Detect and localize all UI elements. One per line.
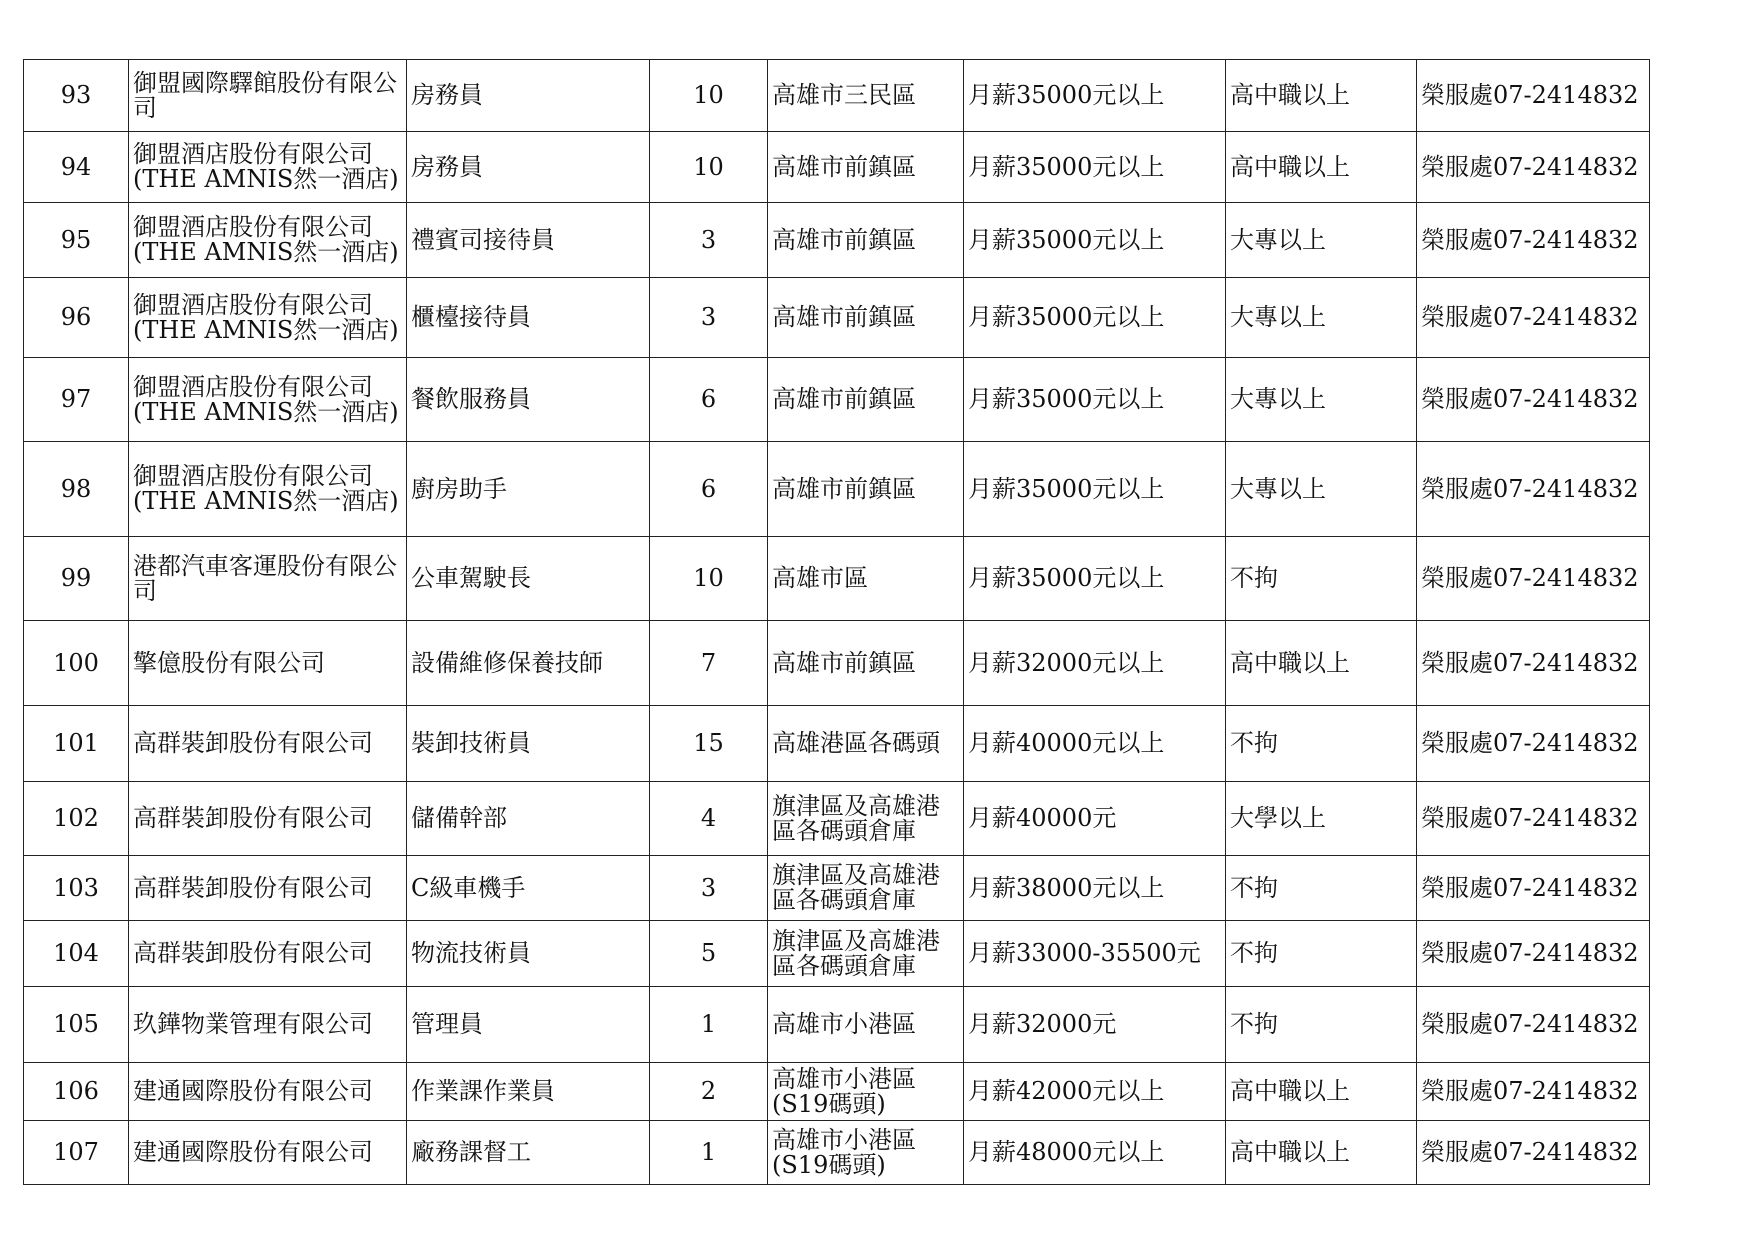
contact: 榮服處07-2414832 <box>1417 921 1650 987</box>
row-number: 97 <box>24 358 129 442</box>
openings-count: 6 <box>650 358 768 442</box>
openings-count: 10 <box>650 60 768 132</box>
salary: 月薪35000元以上 <box>964 537 1226 621</box>
contact: 榮服處07-2414832 <box>1417 132 1650 203</box>
job-title: 廚房助手 <box>407 442 650 537</box>
salary: 月薪42000元以上 <box>964 1063 1226 1121</box>
openings-count: 10 <box>650 537 768 621</box>
row-number: 98 <box>24 442 129 537</box>
contact: 榮服處07-2414832 <box>1417 1121 1650 1185</box>
contact: 榮服處07-2414832 <box>1417 60 1650 132</box>
education-requirement: 不拘 <box>1226 987 1417 1063</box>
table-row <box>24 537 1650 621</box>
contact: 榮服處07-2414832 <box>1417 1063 1650 1121</box>
contact: 榮服處07-2414832 <box>1417 203 1650 278</box>
salary: 月薪35000元以上 <box>964 358 1226 442</box>
education-requirement: 大學以上 <box>1226 782 1417 856</box>
work-location: 旗津區及高雄港區各碼頭倉庫 <box>768 856 964 921</box>
work-location: 高雄市前鎮區 <box>768 132 964 203</box>
company-name: 高群裝卸股份有限公司 <box>129 856 407 921</box>
row-number: 96 <box>24 278 129 358</box>
row-number: 103 <box>24 856 129 921</box>
company-name: 御盟酒店股份有限公司(THE AMNIS然一酒店) <box>129 203 407 278</box>
company-name: 建通國際股份有限公司 <box>129 1063 407 1121</box>
contact: 榮服處07-2414832 <box>1417 706 1650 782</box>
job-title: 儲備幹部 <box>407 782 650 856</box>
salary: 月薪35000元以上 <box>964 442 1226 537</box>
education-requirement: 大專以上 <box>1226 278 1417 358</box>
work-location: 高雄市區 <box>768 537 964 621</box>
table-row <box>24 856 1650 921</box>
education-requirement: 大專以上 <box>1226 358 1417 442</box>
job-title: 房務員 <box>407 60 650 132</box>
salary: 月薪35000元以上 <box>964 278 1226 358</box>
row-number: 102 <box>24 782 129 856</box>
work-location: 高雄市三民區 <box>768 60 964 132</box>
contact: 榮服處07-2414832 <box>1417 782 1650 856</box>
openings-count: 1 <box>650 1121 768 1185</box>
openings-count: 6 <box>650 442 768 537</box>
job-title: 餐飲服務員 <box>407 358 650 442</box>
table-row <box>24 621 1650 706</box>
row-number: 93 <box>24 60 129 132</box>
education-requirement: 不拘 <box>1226 856 1417 921</box>
row-number: 95 <box>24 203 129 278</box>
openings-count: 10 <box>650 132 768 203</box>
salary: 月薪48000元以上 <box>964 1121 1226 1185</box>
row-number: 94 <box>24 132 129 203</box>
table-row <box>24 987 1650 1063</box>
salary: 月薪32000元 <box>964 987 1226 1063</box>
education-requirement: 不拘 <box>1226 537 1417 621</box>
openings-count: 15 <box>650 706 768 782</box>
job-title: 作業課作業員 <box>407 1063 650 1121</box>
company-name: 御盟酒店股份有限公司(THE AMNIS然一酒店) <box>129 442 407 537</box>
row-number: 99 <box>24 537 129 621</box>
education-requirement: 高中職以上 <box>1226 1121 1417 1185</box>
salary: 月薪35000元以上 <box>964 203 1226 278</box>
contact: 榮服處07-2414832 <box>1417 537 1650 621</box>
education-requirement: 高中職以上 <box>1226 60 1417 132</box>
work-location: 旗津區及高雄港區各碼頭倉庫 <box>768 782 964 856</box>
contact: 榮服處07-2414832 <box>1417 856 1650 921</box>
company-name: 御盟酒店股份有限公司(THE AMNIS然一酒店) <box>129 132 407 203</box>
table-row <box>24 1121 1650 1185</box>
contact: 榮服處07-2414832 <box>1417 278 1650 358</box>
table-row <box>24 1063 1650 1121</box>
education-requirement: 大專以上 <box>1226 203 1417 278</box>
job-title: 廠務課督工 <box>407 1121 650 1185</box>
openings-count: 4 <box>650 782 768 856</box>
salary: 月薪35000元以上 <box>964 132 1226 203</box>
table-row <box>24 921 1650 987</box>
job-title: 公車駕駛長 <box>407 537 650 621</box>
row-number: 105 <box>24 987 129 1063</box>
openings-count: 2 <box>650 1063 768 1121</box>
table-row <box>24 706 1650 782</box>
job-title: 櫃檯接待員 <box>407 278 650 358</box>
salary: 月薪35000元以上 <box>964 60 1226 132</box>
openings-count: 7 <box>650 621 768 706</box>
education-requirement: 高中職以上 <box>1226 132 1417 203</box>
openings-count: 3 <box>650 278 768 358</box>
table-row <box>24 782 1650 856</box>
row-number: 107 <box>24 1121 129 1185</box>
openings-count: 5 <box>650 921 768 987</box>
job-title: 物流技術員 <box>407 921 650 987</box>
company-name: 御盟酒店股份有限公司(THE AMNIS然一酒店) <box>129 358 407 442</box>
row-number: 104 <box>24 921 129 987</box>
job-title: 房務員 <box>407 132 650 203</box>
company-name: 擎億股份有限公司 <box>129 621 407 706</box>
job-title: 設備維修保養技師 <box>407 621 650 706</box>
company-name: 建通國際股份有限公司 <box>129 1121 407 1185</box>
company-name: 高群裝卸股份有限公司 <box>129 921 407 987</box>
work-location: 旗津區及高雄港區各碼頭倉庫 <box>768 921 964 987</box>
table-row <box>24 442 1650 537</box>
row-number: 100 <box>24 621 129 706</box>
education-requirement: 高中職以上 <box>1226 621 1417 706</box>
salary: 月薪38000元以上 <box>964 856 1226 921</box>
contact: 榮服處07-2414832 <box>1417 621 1650 706</box>
work-location: 高雄市前鎮區 <box>768 203 964 278</box>
row-number: 106 <box>24 1063 129 1121</box>
job-title: C級車機手 <box>407 856 650 921</box>
education-requirement: 不拘 <box>1226 921 1417 987</box>
company-name: 御盟國際驛館股份有限公司 <box>129 60 407 132</box>
work-location: 高雄市小港區 <box>768 987 964 1063</box>
company-name: 港都汽車客運股份有限公司 <box>129 537 407 621</box>
job-title: 禮賓司接待員 <box>407 203 650 278</box>
openings-count: 3 <box>650 856 768 921</box>
work-location: 高雄市前鎮區 <box>768 621 964 706</box>
table-row <box>24 203 1650 278</box>
salary: 月薪40000元以上 <box>964 706 1226 782</box>
education-requirement: 不拘 <box>1226 706 1417 782</box>
job-title: 裝卸技術員 <box>407 706 650 782</box>
contact: 榮服處07-2414832 <box>1417 442 1650 537</box>
contact: 榮服處07-2414832 <box>1417 358 1650 442</box>
openings-count: 1 <box>650 987 768 1063</box>
work-location: 高雄市前鎮區 <box>768 278 964 358</box>
job-title: 管理員 <box>407 987 650 1063</box>
work-location: 高雄市前鎮區 <box>768 442 964 537</box>
contact: 榮服處07-2414832 <box>1417 987 1650 1063</box>
work-location: 高雄市小港區(S19碼頭) <box>768 1063 964 1121</box>
salary: 月薪40000元 <box>964 782 1226 856</box>
row-number: 101 <box>24 706 129 782</box>
salary: 月薪32000元以上 <box>964 621 1226 706</box>
company-name: 高群裝卸股份有限公司 <box>129 706 407 782</box>
company-name: 高群裝卸股份有限公司 <box>129 782 407 856</box>
table-row <box>24 132 1650 203</box>
work-location: 高雄市小港區(S19碼頭) <box>768 1121 964 1185</box>
company-name: 御盟酒店股份有限公司(THE AMNIS然一酒店) <box>129 278 407 358</box>
table-row <box>24 358 1650 442</box>
openings-count: 3 <box>650 203 768 278</box>
table-body <box>24 60 1650 1185</box>
education-requirement: 大專以上 <box>1226 442 1417 537</box>
job-listing-table <box>23 59 1650 1185</box>
table-row <box>24 60 1650 132</box>
company-name: 玖鏵物業管理有限公司 <box>129 987 407 1063</box>
table-row <box>24 278 1650 358</box>
work-location: 高雄港區各碼頭 <box>768 706 964 782</box>
salary: 月薪33000-35500元 <box>964 921 1226 987</box>
work-location: 高雄市前鎮區 <box>768 358 964 442</box>
education-requirement: 高中職以上 <box>1226 1063 1417 1121</box>
